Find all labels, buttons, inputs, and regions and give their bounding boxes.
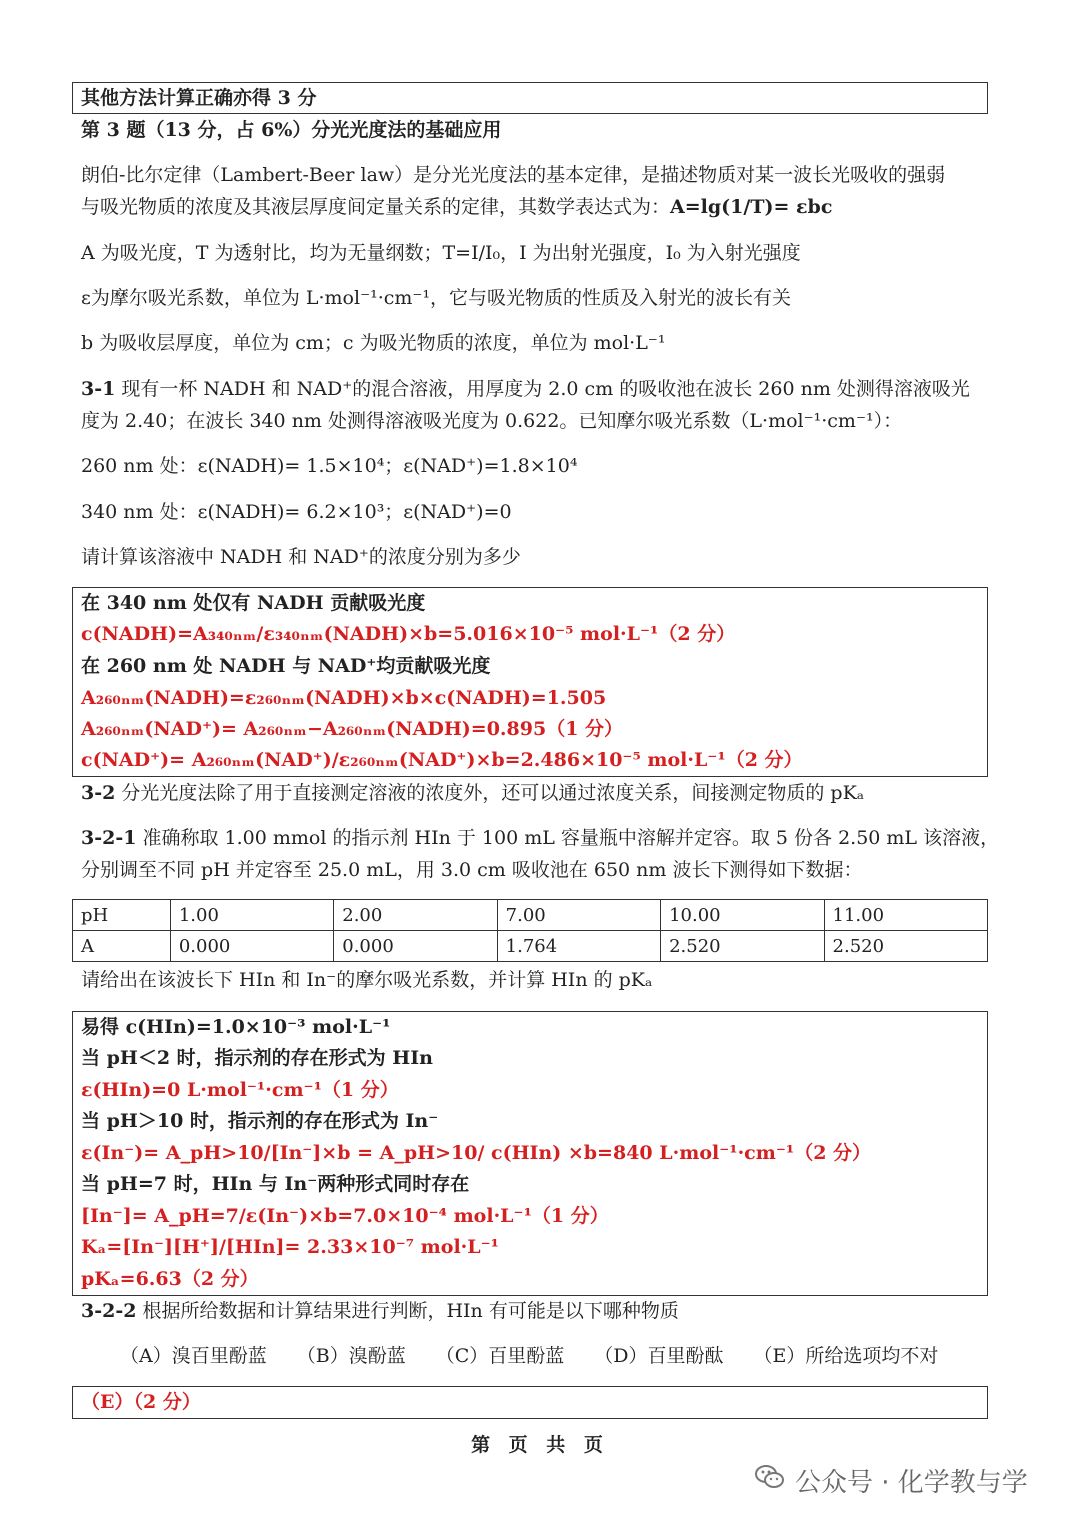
intro-line-2: 与吸光物质的浓度及其液层厚度间定量关系的定律，其数学表达式为：A=lg(1/T)= εbc [81, 196, 833, 218]
watermark-text: 公众号 · 化学教与学 [795, 1467, 1028, 1498]
ans322: （E）（2 分） [81, 1391, 201, 1413]
table-cell: 10.00 [661, 900, 824, 931]
table-cell: 0.000 [170, 931, 333, 962]
q321-ask: 请给出在该波长下 HIn 和 In⁻的摩尔吸光系数，并计算 HIn 的 pKₐ [81, 969, 653, 991]
ans31-line-2: c(NADH)=A₃₄₀ₙₘ/ε₃₄₀ₙₘ(NADH)×b=5.016×10⁻⁵ mol·L⁻¹（2 分） [81, 623, 736, 645]
q321-line-2: 分别调至不同 pH 并定容至 25.0 mL，用 3.0 cm 吸收池在 650 nm 波长下测得如下数据： [81, 859, 863, 881]
q31-line-1: 3-1 现有一杯 NADH 和 NAD⁺的混合溶液，用厚度为 2.0 cm 的吸收池在波长 260 nm 处测得溶液吸光 [81, 378, 970, 400]
option-a: （A）溴百里酚蓝 [120, 1345, 267, 1367]
q321-number: 3-2-1 [81, 827, 137, 849]
section-title: 第 3 题（13 分，占 6%）分光光度法的基础应用 [81, 119, 502, 141]
answer-box-322 [72, 1386, 988, 1419]
option-c: （C）百里酚蓝 [435, 1345, 565, 1367]
table-cell: 1.00 [170, 900, 333, 931]
top-note: 其他方法计算正确亦得 3 分 [81, 87, 317, 109]
option-b: （B）溴酚蓝 [296, 1345, 406, 1367]
ans321-line-7: [In⁻]= A_pH=7/ε(In⁻)×b=7.0×10⁻⁴ mol·L⁻¹（1 分） [81, 1205, 609, 1227]
ph-absorbance-table [72, 899, 988, 962]
page-footer: 第 页 共 页 [471, 1434, 609, 1456]
ans321-line-4: 当 pH＞10 时，指示剂的存在形式为 In⁻ [81, 1110, 439, 1132]
table-cell: 2.520 [824, 931, 987, 962]
definition-epsilon: ε为摩尔吸光系数，单位为 L·mol⁻¹·cm⁻¹，它与吸光物质的性质及入射光的波长有关 [81, 287, 792, 309]
table-cell: pH [73, 900, 171, 931]
ans31-line-1: 在 340 nm 处仅有 NADH 贡献吸光度 [81, 592, 426, 614]
q321-line-1: 3-2-1 准确称取 1.00 mmol 的指示剂 HIn 于 100 mL 容量瓶中溶解并定容。取 5 份各 2.50 mL 该溶液， [81, 827, 1000, 849]
table-cell: 2.00 [334, 900, 497, 931]
ans321-line-8: Kₐ=[In⁻][H⁺]/[HIn]= 2.33×10⁻⁷ mol·L⁻¹ [81, 1236, 499, 1258]
beer-law-formula: A=lg(1/T)= εbc [670, 196, 833, 218]
table-cell: 1.764 [497, 931, 660, 962]
ans321-line-2: 当 pH＜2 时，指示剂的存在形式为 HIn [81, 1047, 433, 1069]
table-row [73, 900, 988, 931]
q31-line-2: 度为 2.40；在波长 340 nm 处测得溶液吸光度为 0.622。已知摩尔吸光系数（L·mol⁻¹·cm⁻¹）： [81, 410, 903, 432]
table-cell: A [73, 931, 171, 962]
q322-number: 3-2-2 [81, 1300, 137, 1322]
ans31-line-5: A₂₆₀ₙₘ(NAD⁺)= A₂₆₀ₙₘ−A₂₆₀ₙₘ(NADH)=0.895（1 分） [81, 718, 624, 740]
ans31-line-6: c(NAD⁺)= A₂₆₀ₙₘ(NAD⁺)/ε₂₆₀ₙₘ(NAD⁺)×b=2.486×10⁻⁵ mol·L⁻¹（2 分） [81, 749, 803, 771]
q322-line: 3-2-2 根据所给数据和计算结果进行判断，HIn 有可能是以下哪种物质 [81, 1300, 679, 1322]
ans321-line-3: ε(HIn)=0 L·mol⁻¹·cm⁻¹（1 分） [81, 1079, 399, 1101]
q31-data-260: 260 nm 处：ε(NADH)= 1.5×10⁴；ε(NAD⁺)=1.8×10⁴ [81, 455, 578, 477]
ans31-line-3: 在 260 nm 处 NADH 与 NAD⁺均贡献吸光度 [81, 655, 491, 677]
table-cell: 11.00 [824, 900, 987, 931]
ans321-line-9: pKₐ=6.63（2 分） [81, 1268, 259, 1290]
q31-data-340: 340 nm 处：ε(NADH)= 6.2×10³；ε(NAD⁺)=0 [81, 501, 512, 523]
q31-ask: 请计算该溶液中 NADH 和 NAD⁺的浓度分别为多少 [81, 546, 521, 568]
ans31-line-4: A₂₆₀ₙₘ(NADH)=ε₂₆₀ₙₘ(NADH)×b×c(NADH)=1.505 [81, 687, 607, 709]
ans321-line-1: 易得 c(HIn)=1.0×10⁻³ mol·L⁻¹ [81, 1016, 391, 1038]
ans321-line-5: ε(In⁻)= A_pH>10/[In⁻]×b = A_pH>10/ c(HIn) ×b=840 L·mol⁻¹·cm⁻¹（2 分） [81, 1142, 872, 1164]
ans321-line-6: 当 pH=7 时，HIn 与 In⁻两种形式同时存在 [81, 1173, 470, 1195]
definition-a: A 为吸光度，T 为透射比，均为无量纲数；T=I/I₀，I 为出射光强度，I₀ 为入射光强度 [81, 242, 801, 264]
q32-number: 3-2 [81, 782, 116, 804]
q322-options [120, 1342, 938, 1370]
table-cell: 2.520 [661, 931, 824, 962]
definition-b: b 为吸收层厚度，单位为 cm；c 为吸光物质的浓度，单位为 mol·L⁻¹ [81, 332, 666, 354]
wechat-icon [755, 1464, 785, 1497]
table-cell: 0.000 [334, 931, 497, 962]
table-cell: 7.00 [497, 900, 660, 931]
q32-line: 3-2 分光光度法除了用于直接测定溶液的浓度外，还可以通过浓度关系，间接测定物质的 pKₐ [81, 782, 865, 804]
table-row [73, 931, 988, 962]
intro-line-1: 朗伯-比尔定律（Lambert-Beer law）是分光光度法的基本定律，是描述物质对某一波长光吸收的强弱 [81, 164, 946, 186]
option-d: （D）百里酚酞 [594, 1345, 724, 1367]
wechat-watermark [755, 1460, 1028, 1500]
option-e: （E）所给选项均不对 [753, 1345, 939, 1367]
q31-number: 3-1 [81, 378, 116, 400]
